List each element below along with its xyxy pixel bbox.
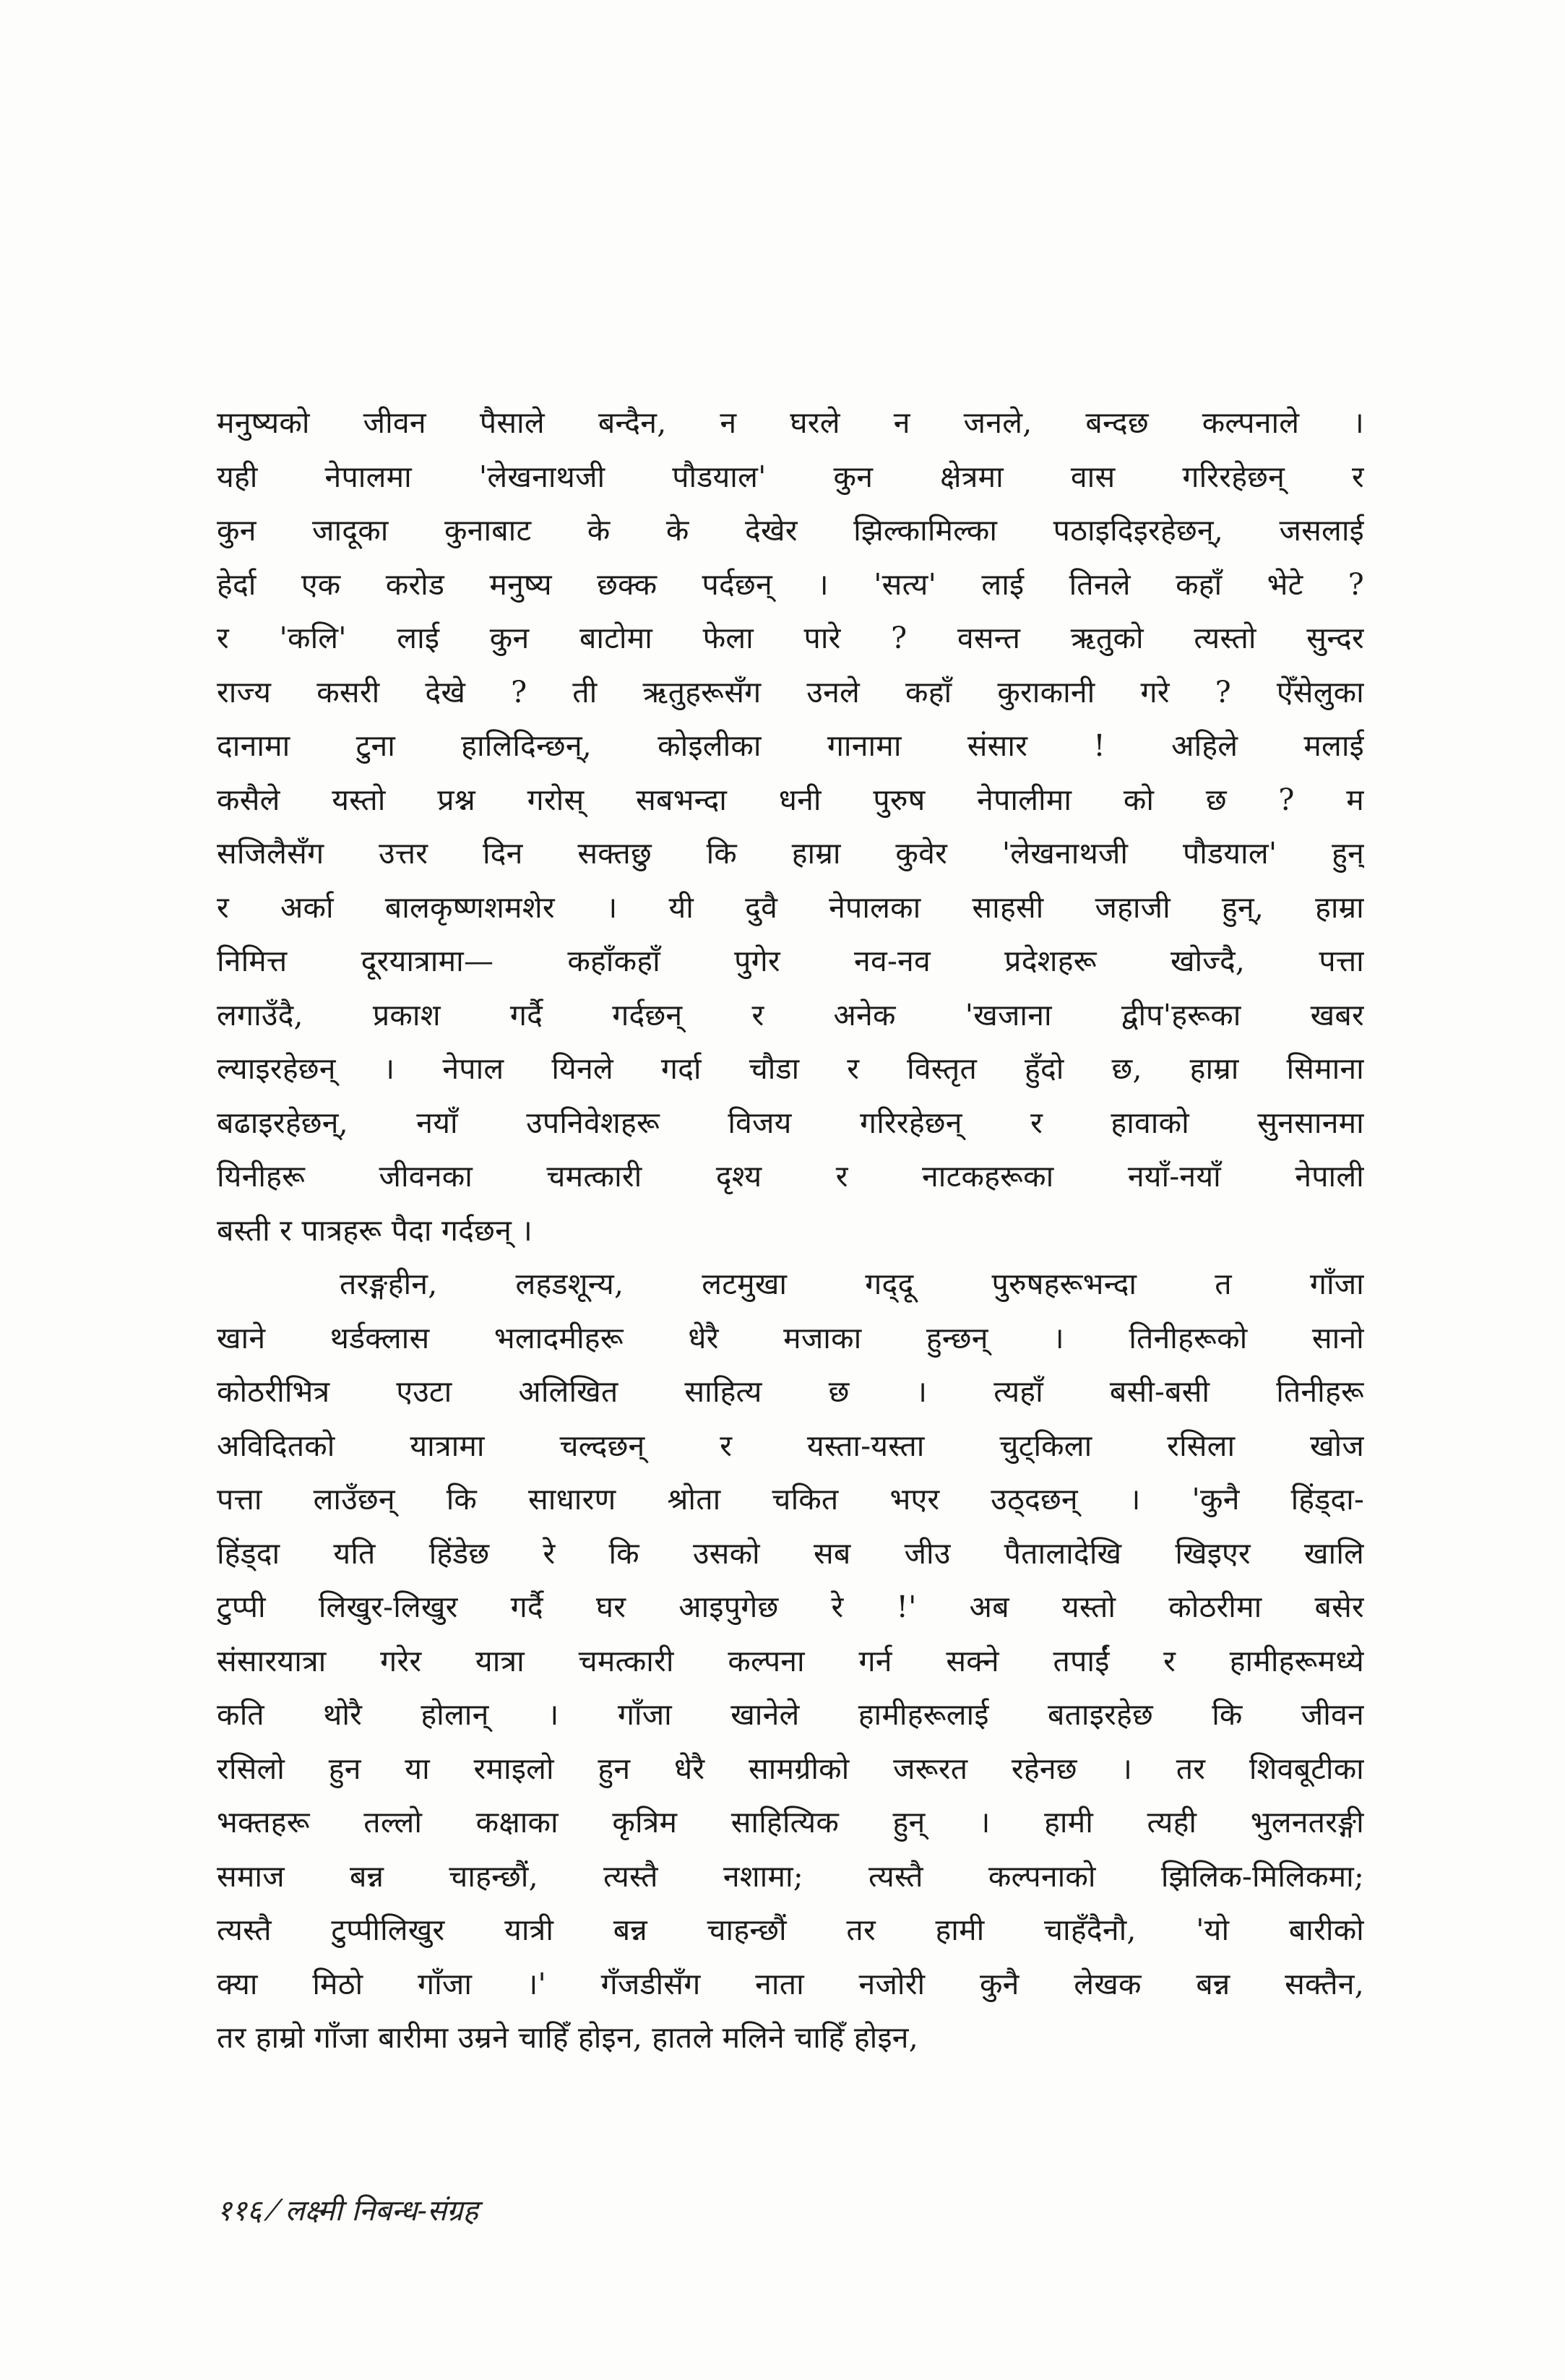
text-line: मनुष्यको जीवन पैसाले बन्दैन, न घरले न जनले, बन्दछ कल्पनाले ।	[217, 405, 1364, 440]
text-line: भक्तहरू तल्लो कक्षाका कृत्रिम साहित्यिक हुन् । हामी त्यही भुलनतरङ्गी	[217, 1805, 1364, 1840]
text-line: यही नेपालमा 'लेखनाथजी पौडयाल' कुन क्षेत्रमा वास गरिरहेछन् र	[217, 459, 1364, 494]
paragraph	[217, 396, 1364, 1257]
text-line: दानामा टुना हालिदिन्छन्, कोइलीका गानामा संसार ! अहिले मलाई	[217, 728, 1364, 763]
text-line: कुन जादूका कुनाबाट के के देखेर झिल्कामिल्का पठाइदिइरहेछन्, जसलाई	[217, 513, 1364, 548]
text-line: त्यस्तै टुप्पीलिखुर यात्री बन्न चाहन्छौं तर हामी चाहँदैनौ, 'यो बारीको	[217, 1913, 1364, 1947]
text-line: ल्याइरहेछन् । नेपाल यिनले गर्दा चौडा र विस्तृत हुँदो छ, हाम्रा सिमाना	[217, 1051, 1364, 1086]
text-line: राज्य कसरी देखे ? ती ऋतुहरूसँग उनले कहाँ कुराकानी गरे ? ऐँसेलुका	[217, 674, 1364, 710]
text-line: हेर्दा एक करोड मनुष्य छक्क पर्दछन् । 'सत्य' लाई तिनले कहाँ भेटे ?	[217, 566, 1364, 602]
text-line: संसारयात्रा गरेर यात्रा चमत्कारी कल्पना गर्न सक्ने तपाईं र हामीहरूमध्ये	[217, 1643, 1364, 1678]
text-line: निमित्त दूरयात्रामा— कहाँकहाँ पुगेर नव-नव प्रदेशहरू खोज्दै, पत्ता	[217, 944, 1364, 978]
text-line: तरङ्गहीन, लहडशून्य, लटमुखा गद्‌दू पुरुषहरूभन्दा त गाँजा	[340, 1267, 1364, 1301]
text-line: बस्ती र पात्रहरू पैदा गर्दछन् ।	[217, 1212, 533, 1248]
text-line: रसिलो हुन या रमाइलो हुन धेरै सामग्रीको जरूरत रहेनछ । तर शिवबूटीका	[217, 1751, 1364, 1786]
text-line: लगाउँदै, प्रकाश गर्दै गर्दछन् र अनेक 'खजाना द्वीप'हरूका खबर	[217, 997, 1364, 1032]
text-line: कति थोरै होलान् । गाँजा खानेले हामीहरूलाई बताइरहेछ कि जीवन	[217, 1697, 1364, 1732]
paragraph	[217, 1257, 1364, 2065]
text-line: सजिलैसँग उत्तर दिन सक्तछु कि हाम्रा कुवेर 'लेखनाथजी पौडयाल' हुन्	[217, 836, 1364, 871]
text-line: टुप्पी लिखुर-लिखुर गर्दै घर आइपुगेछ रे !' अब यस्तो कोठरीमा बसेर	[217, 1590, 1364, 1624]
text-line: पत्ता लाउँछन् कि साधारण श्रोता चकित भएर उठ्दछन् । 'कुनै हिंड्दा-	[217, 1482, 1364, 1517]
text-line: अविदितको यात्रामा चल्दछन् र यस्ता-यस्ता चुट्किला रसिला खोज	[217, 1428, 1364, 1463]
text-line: तर हाम्रो गाँजा बारीमा उम्रने चाहिँ होइन, हातले मलिने चाहिँ होइन,	[217, 2020, 918, 2055]
text-line: क्या मिठो गाँजा ।' गँजडीसँग नाता नजोरी कुनै लेखक बन्न सक्तैन,	[217, 1966, 1364, 2001]
text-line: कोठरीभित्र एउटा अलिखित साहित्य छ । त्यहाँ बसी-बसी तिनीहरू	[217, 1374, 1364, 1409]
text-line: यिनीहरू जीवनका चमत्कारी दृश्य र नाटकहरूका नयाँ-नयाँ नेपाली	[217, 1159, 1364, 1194]
text-line: समाज बन्न चाहन्छौं, त्यस्तै नशामा; त्यस्तै कल्पनाको झिलिक-मिलिकमा;	[217, 1858, 1364, 1894]
text-line: र 'कलि' लाई कुन बाटोमा फेला पारे ? वसन्त ऋतुको त्यस्तो सुन्दर	[217, 621, 1364, 655]
text-line: हिंड्दा यति हिंडेछ रे कि उसको सब जीउ पैतालादेखि खिइएर खालि	[217, 1535, 1364, 1571]
text-line: बढाइरहेछन्, नयाँ उपनिवेशहरू विजय गरिरहेछन् र हावाको सुनसानमा	[217, 1105, 1364, 1140]
page-footer: ११६ ⁄ लक्ष्मी निबन्ध-संग्रह	[217, 2194, 478, 2228]
text-line: कसैले यस्तो प्रश्न गरोस् सबभन्दा धनी पुरुष नेपालीमा को छ ? म	[217, 782, 1364, 817]
body-text	[217, 396, 1364, 2065]
text-line: र अर्का बालकृष्णशमशेर । यी दुवै नेपालका साहसी जहाजी हुन्, हाम्रा	[217, 889, 1364, 925]
text-line: खाने थर्डक्लास भलादमीहरू धेरै मजाका हुन्छन् । तिनीहरूको सानो	[217, 1320, 1364, 1355]
